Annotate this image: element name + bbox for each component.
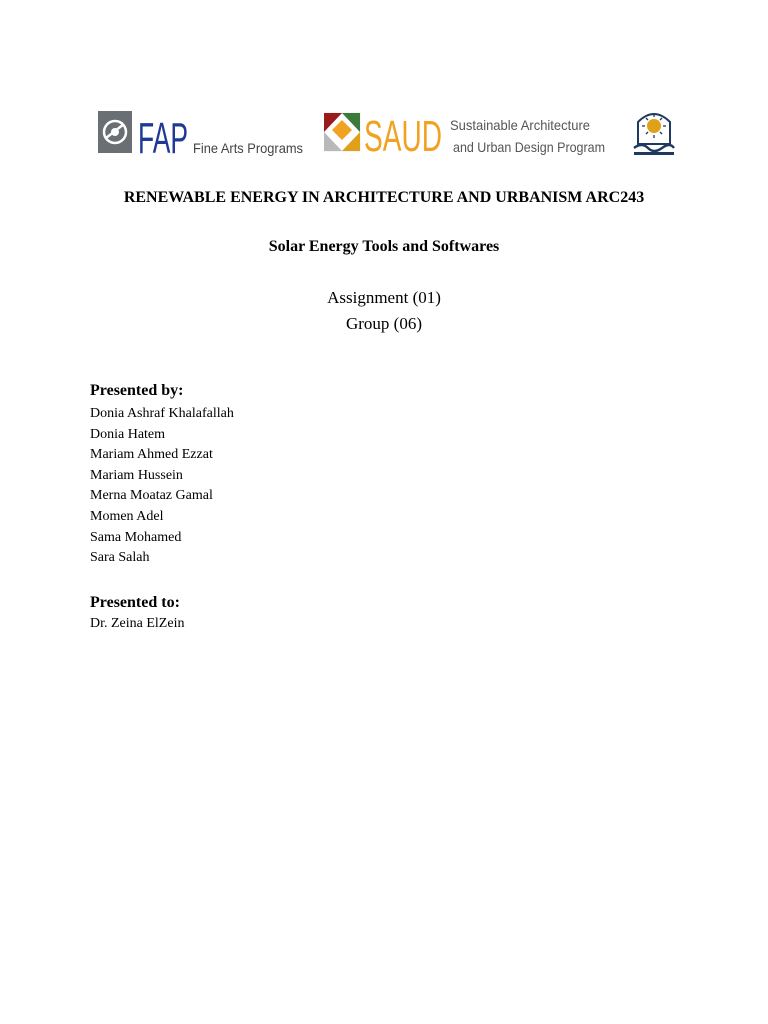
presenter-name: Merna Moataz Gamal [90, 488, 213, 504]
assignment-number: Assignment (01) [327, 288, 441, 307]
presenter-list [90, 404, 234, 569]
fap-mark: FAP [138, 114, 188, 158]
presenter-name: Mariam Ahmed Ezzat [90, 447, 213, 463]
fap-logo [96, 108, 308, 158]
presenter-name: Sara Salah [90, 550, 150, 566]
recipient-name: Dr. Zeina ElZein [90, 616, 185, 631]
presenter-name: Donia Ashraf Khalafallah [90, 406, 234, 421]
saud-tagline-line2: and Urban Design Program [453, 139, 605, 155]
fap-tagline: Fine Arts Programs [193, 140, 303, 156]
saud-tagline-line1: Sustainable Architecture [450, 117, 591, 133]
helwan-university-seal-icon [628, 104, 680, 158]
presented-by-heading: Presented by: [90, 382, 184, 399]
group-number: Group (06) [345, 314, 422, 333]
saud-logo [324, 106, 610, 158]
saud-mark: SAUD [364, 112, 442, 158]
saud-geometric-icon [324, 113, 360, 151]
document-title: Solar Energy Tools and Softwares [268, 238, 500, 255]
presenter-name: Mariam Hussein [90, 467, 183, 483]
logo-banner [96, 104, 686, 160]
presenter-name: Momen Adel [90, 508, 164, 524]
course-title: RENEWABLE ENERGY IN ARCHITECTURE AND URBANISM ARC243 [123, 189, 645, 206]
fap-emblem-icon [98, 111, 132, 153]
presenter-name: Sama Mohamed [90, 529, 182, 545]
presenter-name: Donia Hatem [90, 426, 166, 442]
presented-to-heading: Presented to: [90, 594, 180, 611]
